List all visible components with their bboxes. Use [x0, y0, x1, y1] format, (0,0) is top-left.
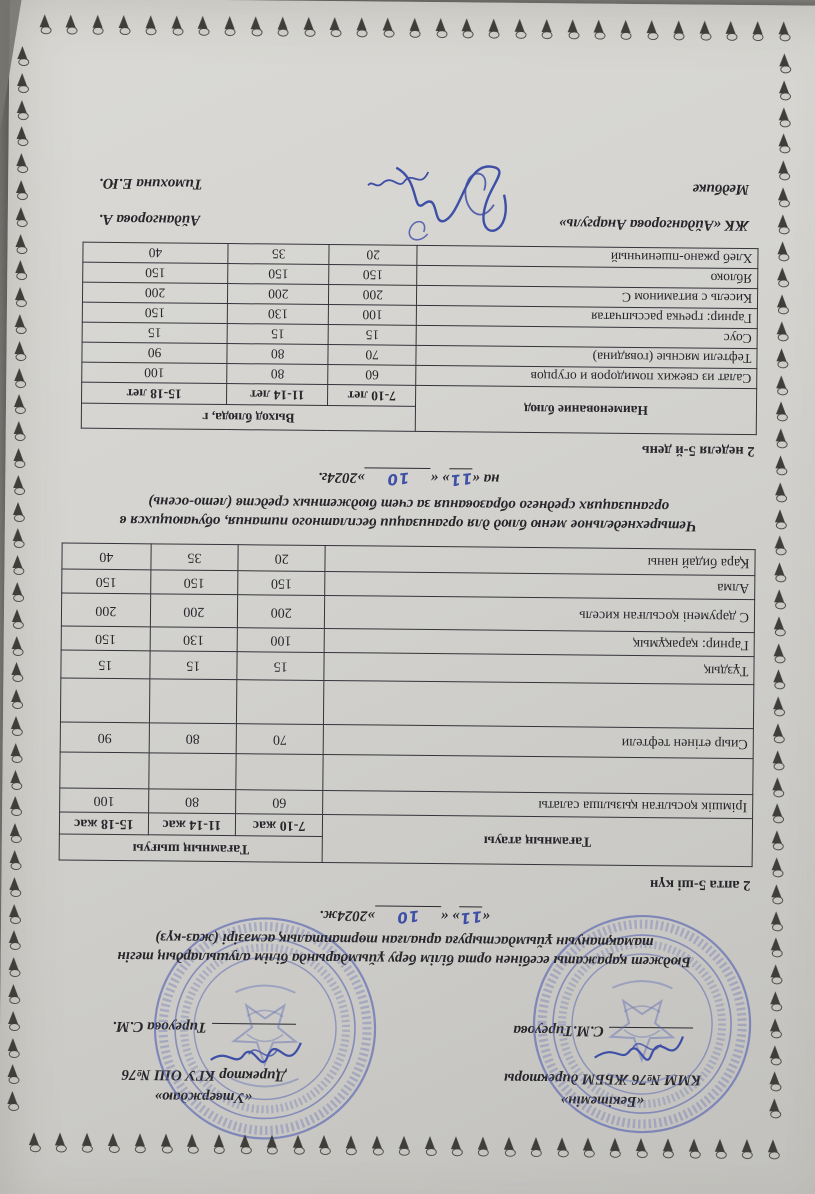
- approval-right-line1: «Утверждаю»: [154, 1088, 253, 1106]
- table-row: Гарнир: қарақұмық 100 130 150: [61, 626, 754, 657]
- border-glyph: [7, 1091, 19, 1113]
- staff-1-title: ЖК «Айдангорова Анаргуль»: [558, 215, 749, 234]
- border-glyph: [172, 16, 184, 38]
- russian-day-label: 2 неделя 5-й день: [641, 442, 755, 460]
- border-glyph: [774, 616, 786, 638]
- border-glyph: [11, 743, 23, 765]
- border-glyph: [398, 1136, 410, 1158]
- border-glyph: [778, 187, 790, 209]
- border-glyph: [774, 643, 786, 665]
- border-glyph: [251, 16, 263, 38]
- border-glyph: [478, 1136, 490, 1158]
- border-glyph: [14, 341, 26, 363]
- border-glyph: [771, 884, 783, 906]
- border-glyph: [778, 161, 790, 183]
- col-age-1: 7-10 лет: [328, 385, 416, 407]
- table-row: Салат из свежих помидоров и огурцов 60 80 100: [82, 362, 757, 388]
- kazakh-day-label: 2 апта 5-ші күн: [649, 876, 751, 894]
- border-glyph: [145, 15, 157, 37]
- approval-left-name: С.М.Тиреуова: [453, 1018, 753, 1043]
- kazakh-date-line: «11» «10»2024ж.: [319, 906, 491, 928]
- border-glyph: [774, 589, 786, 611]
- border-glyph: [10, 796, 22, 818]
- border-glyph: [779, 107, 791, 129]
- border-glyph: [12, 555, 24, 577]
- russian-title-line2: организациях среднего образования за счет бюджетных средств (лето-осень): [148, 493, 669, 515]
- border-glyph: [772, 777, 784, 799]
- border-glyph: [715, 1139, 727, 1161]
- border-glyph: [451, 1136, 463, 1158]
- border-glyph: [9, 930, 21, 952]
- col-dish-name: Тағамның атауы: [322, 814, 752, 866]
- approval-left-line2: КММ №76 ЖББМ директоры: [503, 1069, 702, 1088]
- border-glyph: [16, 180, 28, 202]
- border-glyph: [224, 16, 236, 38]
- border-glyph: [768, 1139, 780, 1161]
- border-glyph: [771, 857, 783, 879]
- border-glyph: [119, 15, 131, 37]
- border-glyph: [610, 1138, 622, 1160]
- border-glyph: [462, 18, 474, 40]
- border-glyph: [55, 1132, 67, 1154]
- border-glyph: [770, 964, 782, 986]
- border-glyph: [266, 1134, 278, 1156]
- col-age-2: 11-14 лет: [227, 384, 328, 406]
- russian-title-line1: Четырехнедельное меню блюд для организации бесплатного питания, обучающихся в: [119, 512, 698, 534]
- border-glyph: [356, 17, 368, 39]
- border-glyph: [134, 1133, 146, 1155]
- border-glyph: [8, 1011, 20, 1033]
- border-glyph: [330, 17, 342, 39]
- border-glyph: [770, 1018, 782, 1040]
- border-glyph: [10, 850, 22, 872]
- border-glyph: [772, 804, 784, 826]
- border-glyph: [594, 20, 606, 42]
- approval-left-line1: «Бекітемін»: [560, 1092, 645, 1110]
- border-glyph: [319, 1135, 331, 1157]
- border-glyph: [15, 314, 27, 336]
- border-glyph: [776, 375, 788, 397]
- border-glyph: [11, 689, 23, 711]
- border-glyph: [779, 80, 791, 102]
- approval-right-line2: Директор КГУ ОШ №76: [121, 1066, 286, 1084]
- border-glyph: [15, 287, 27, 309]
- table-row: Кисель с витамином С 200 200 200: [82, 282, 757, 308]
- handwritten-day: 11: [448, 469, 474, 490]
- border-glyph: [583, 1138, 595, 1160]
- border-glyph: [770, 991, 782, 1013]
- border-glyph: [13, 528, 25, 550]
- border-glyph: [515, 19, 527, 41]
- col-age-1: 7-10 жас: [235, 814, 323, 837]
- border-glyph: [530, 1137, 542, 1159]
- border-glyph: [12, 582, 24, 604]
- staff-2-title: Медбике: [692, 180, 750, 198]
- border-glyph: [346, 1135, 358, 1157]
- border-glyph: [13, 448, 25, 470]
- border-glyph: [773, 670, 785, 692]
- table-row: Тефтели мясные (говядина) 70 80 90: [82, 342, 757, 368]
- border-glyph: [774, 563, 786, 585]
- border-glyph: [775, 455, 787, 477]
- border-glyph: [8, 1038, 20, 1060]
- russian-date-line: на «11» «10»2024г.: [318, 468, 500, 490]
- table-row: Сиыр етінен тефтели 70 80 90: [60, 722, 753, 759]
- border-glyph: [16, 207, 28, 229]
- staff-1-name: Айдангорова А.: [98, 210, 201, 228]
- border-glyph: [636, 1138, 648, 1160]
- border-glyph: [770, 1045, 782, 1067]
- border-glyph: [689, 1139, 701, 1161]
- border-glyph: [777, 241, 789, 263]
- border-glyph: [13, 475, 25, 497]
- border-glyph: [773, 696, 785, 718]
- border-glyph: [66, 14, 78, 36]
- table-row: Қара бидай наны 20 35 40: [62, 543, 755, 576]
- border-glyph: [436, 18, 448, 40]
- border-glyph: [187, 1134, 199, 1156]
- border-glyph: [777, 268, 789, 290]
- border-glyph: [777, 321, 789, 343]
- border-glyph: [775, 509, 787, 531]
- table-row: Яблоко 150 150 150: [83, 262, 758, 288]
- border-glyph: [11, 716, 23, 738]
- border-glyph: [742, 1139, 754, 1161]
- border-glyph: [7, 1064, 19, 1086]
- border-glyph: [771, 938, 783, 960]
- kazakh-title-line1: Бюджет қаражаты есебінен орта білім беру ұйымдарында білім алушылардың тегін: [117, 948, 692, 970]
- kazakh-title-line2: тамақтануын ұйымдастыруға арналған төртапталық асмәзірі (жаз-күз): [155, 929, 654, 951]
- handwritten-day: 11: [458, 907, 484, 928]
- border-glyph: [198, 16, 210, 38]
- border-glyph: [769, 1072, 781, 1094]
- border-glyph: [15, 260, 27, 282]
- border-glyph: [620, 20, 632, 42]
- border-glyph: [293, 1135, 305, 1157]
- photo-corner-background: [0, 0, 22, 162]
- border-glyph: [778, 134, 790, 156]
- border-glyph: [10, 770, 22, 792]
- border-glyph: [12, 609, 24, 631]
- border-glyph: [10, 823, 22, 845]
- border-glyph: [15, 234, 27, 256]
- table-row: С дәрумені қосылған кисель 200 200 200: [61, 593, 754, 633]
- border-glyph: [29, 1132, 41, 1154]
- border-glyph: [699, 21, 711, 43]
- border-glyph: [12, 636, 24, 658]
- border-glyph: [425, 1136, 437, 1158]
- border-glyph: [752, 21, 764, 43]
- border-glyph: [775, 482, 787, 504]
- border-glyph: [9, 904, 21, 926]
- col-dish-name: Наименование блюд: [415, 385, 756, 434]
- border-glyph: [40, 14, 52, 36]
- border-glyph: [557, 1137, 569, 1159]
- border-glyph: [11, 662, 23, 684]
- border-glyph: [108, 1133, 120, 1155]
- col-age-3: 15-18 лет: [82, 382, 227, 404]
- border-glyph: [773, 723, 785, 745]
- border-glyph: [504, 1137, 516, 1159]
- border-glyph: [383, 18, 395, 40]
- border-glyph: [779, 53, 791, 75]
- table-row: Гарнир: гречка рассыпчатая 100 130 150: [82, 302, 757, 328]
- table-row: Ірімшік қосылған қызылша салаты 60 80 100: [60, 788, 753, 819]
- border-glyph: [779, 21, 791, 43]
- border-glyph: [409, 18, 421, 40]
- col-age-2: 11-14 жас: [148, 813, 236, 836]
- border-glyph: [776, 348, 788, 370]
- border-glyph: [372, 1135, 384, 1157]
- border-glyph: [240, 1134, 252, 1156]
- border-glyph: [776, 429, 788, 451]
- border-glyph: [161, 1133, 173, 1155]
- border-glyph: [82, 1133, 94, 1155]
- border-glyph: [304, 17, 316, 39]
- border-glyph: [662, 1138, 674, 1160]
- border-glyph: [541, 19, 553, 41]
- table-row: Соус 15 15 15: [82, 322, 757, 348]
- border-glyph: [775, 536, 787, 558]
- border-glyph: [14, 394, 26, 416]
- border-glyph: [776, 402, 788, 424]
- handwritten-month: 10: [385, 468, 411, 489]
- border-glyph: [8, 984, 20, 1006]
- border-glyph: [568, 19, 580, 41]
- border-glyph: [772, 750, 784, 772]
- table-row: Тұздық 15 15 15: [61, 650, 754, 685]
- approval-right-name: Тиреуова С.М.: [54, 1014, 354, 1039]
- border-glyph: [14, 368, 26, 390]
- border-glyph: [9, 877, 21, 899]
- border-glyph: [277, 17, 289, 39]
- table-row: Хлеб ржано-пшеничный 20 35 40: [83, 242, 758, 268]
- staff-2-name: Тимохина Е.Ю.: [99, 174, 203, 192]
- border-glyph: [771, 911, 783, 933]
- border-glyph: [726, 21, 738, 43]
- border-glyph: [13, 502, 25, 524]
- border-glyph: [673, 20, 685, 42]
- border-glyph: [647, 20, 659, 42]
- border-glyph: [92, 15, 104, 37]
- border-glyph: [214, 1134, 226, 1156]
- border-glyph: [488, 19, 500, 41]
- col-output: Тағамның шығуы: [59, 834, 323, 863]
- col-output: Выход блюда, г: [81, 403, 415, 431]
- col-age-3: 15-18 жас: [59, 812, 148, 835]
- border-glyph: [8, 957, 20, 979]
- border-glyph: [769, 1098, 781, 1120]
- border-glyph: [778, 214, 790, 236]
- border-glyph: [777, 295, 789, 317]
- border-glyph: [772, 830, 784, 852]
- handwritten-month: 10: [395, 906, 421, 928]
- border-glyph: [14, 421, 26, 443]
- table-row: Алма 150 150 150: [62, 569, 755, 600]
